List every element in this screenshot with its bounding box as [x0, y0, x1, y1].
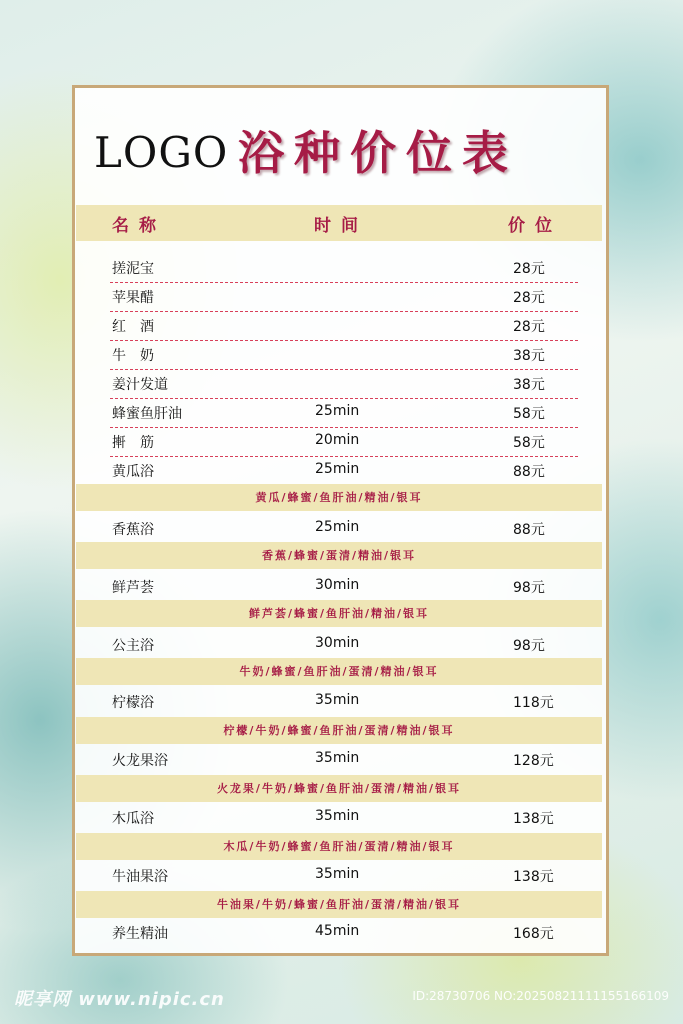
- table-row: [76, 574, 602, 600]
- table-row: [76, 342, 602, 368]
- item-price: 168元: [513, 926, 554, 942]
- item-time: 20min: [315, 432, 360, 448]
- ingredients-band: 火龙果/牛奶/蜂蜜/鱼肝油/蛋清/精油/银耳: [76, 775, 602, 802]
- ingredients-band: 牛油果/牛奶/蜂蜜/鱼肝油/蛋清/精油/银耳: [76, 891, 602, 918]
- table-header: [76, 205, 602, 241]
- table-row: [76, 255, 602, 281]
- table-row: [76, 689, 602, 715]
- item-name: 鲜芦荟: [112, 580, 154, 596]
- item-name: 牛 奶: [112, 348, 154, 364]
- item-price: 28元: [513, 261, 545, 277]
- item-price: 88元: [513, 464, 545, 480]
- item-time: 25min: [315, 519, 360, 535]
- item-name: 牛油果浴: [112, 869, 168, 885]
- item-name: 木瓜浴: [112, 811, 154, 827]
- item-price: 138元: [513, 811, 554, 827]
- item-name: 柠檬浴: [112, 695, 154, 711]
- item-name: 搓泥宝: [112, 261, 154, 277]
- item-time: 30min: [315, 635, 360, 651]
- item-time: 35min: [315, 750, 360, 766]
- item-price: 28元: [513, 319, 545, 335]
- table-row: [76, 747, 602, 773]
- item-price: 98元: [513, 580, 545, 596]
- item-price: 138元: [513, 869, 554, 885]
- table-row: [76, 920, 602, 946]
- table-row: [76, 284, 602, 310]
- ingredients-band: 柠檬/牛奶/蜂蜜/鱼肝油/蛋清/精油/银耳: [76, 717, 602, 744]
- item-price: 88元: [513, 522, 545, 538]
- item-time: 45min: [315, 923, 360, 939]
- item-name: 红 酒: [112, 319, 154, 335]
- item-name: 苹果醋: [112, 290, 154, 306]
- table-row: [76, 805, 602, 831]
- item-name: 火龙果浴: [112, 753, 168, 769]
- header-time: 时间: [314, 216, 368, 236]
- item-time: 35min: [315, 692, 360, 708]
- item-time: 25min: [315, 403, 360, 419]
- item-price: 98元: [513, 638, 545, 654]
- item-price: 28元: [513, 290, 545, 306]
- page-title: 浴种价位表: [238, 126, 518, 180]
- item-name: 姜汁发道: [112, 377, 168, 393]
- table-row: [76, 400, 602, 426]
- ingredients-band: 牛奶/蜂蜜/鱼肝油/蛋清/精油/银耳: [76, 658, 602, 685]
- item-time: 25min: [315, 461, 360, 477]
- item-name: 黄瓜浴: [112, 464, 154, 480]
- ingredients-band: 木瓜/牛奶/蜂蜜/鱼肝油/蛋清/精油/银耳: [76, 833, 602, 860]
- item-price: 58元: [513, 435, 545, 451]
- item-price: 38元: [513, 377, 545, 393]
- table-row: [76, 632, 602, 658]
- item-price: 38元: [513, 348, 545, 364]
- item-name: 蜂蜜鱼肝油: [112, 406, 182, 422]
- ingredients-band: 香蕉/蜂蜜/蛋清/精油/银耳: [76, 542, 602, 569]
- table-row: [76, 458, 602, 484]
- ingredients-band: 黄瓜/蜂蜜/鱼肝油/精油/银耳: [76, 484, 602, 511]
- table-row: [76, 863, 602, 889]
- table-row: [76, 313, 602, 339]
- item-time: 30min: [315, 577, 360, 593]
- header-name: 名称: [112, 216, 166, 236]
- ingredients-band: 鲜芦荟/蜂蜜/鱼肝油/精油/银耳: [76, 600, 602, 627]
- logo-placeholder: LOGO: [94, 128, 229, 177]
- item-name: 搟 筋: [112, 435, 154, 451]
- item-time: 35min: [315, 866, 360, 882]
- item-time: 35min: [315, 808, 360, 824]
- item-price: 118元: [513, 695, 554, 711]
- table-row: [76, 371, 602, 397]
- watermark-id: ID:28730706 NO:20250821111155166109: [412, 989, 669, 1003]
- table-row: [76, 429, 602, 455]
- table-row: [76, 516, 602, 542]
- item-name: 养生精油: [112, 926, 168, 942]
- item-name: 公主浴: [112, 638, 154, 654]
- item-name: 香蕉浴: [112, 522, 154, 538]
- item-price: 58元: [513, 406, 545, 422]
- item-price: 128元: [513, 753, 554, 769]
- watermark-site: 昵享网 www.nipic.cn: [14, 989, 225, 1010]
- header-price: 价位: [508, 216, 562, 236]
